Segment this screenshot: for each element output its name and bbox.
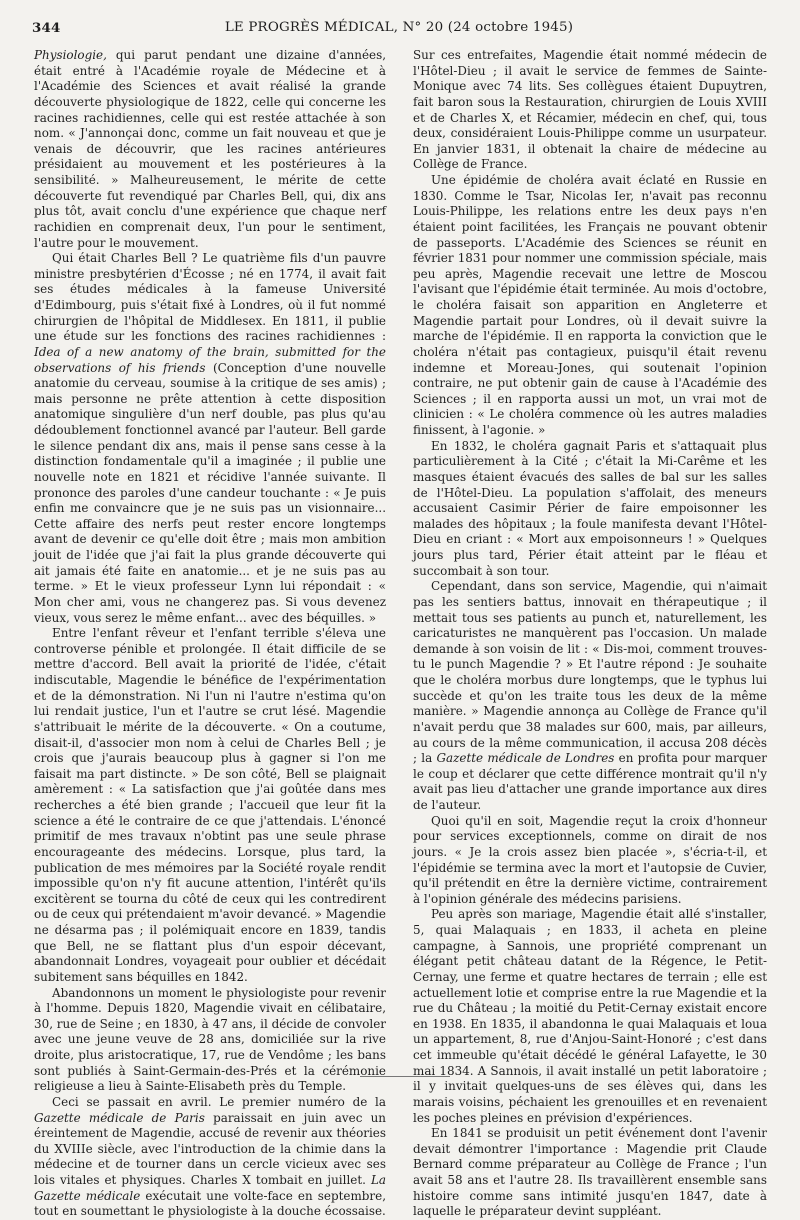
paragraph: Abandonnons un moment le physiologiste pour revenir à l'homme. Depuis 1820, Magendie vivait en célibataire, 30, rue de Seine ; en 1830, à 47 ans, il décide de convoler avec une jeune veuve de 28 ans, domiciliée sur la rive droite, plus aristocratique, 17, rue de Vendôme ; les bans sont publiés à Saint-Germain-des-Prés et la cérémonie religieuse a lieu à Sainte-Elisabeth près du Temple. — [34, 985, 386, 1094]
footer-rule — [360, 1076, 450, 1077]
page-header — [32, 18, 766, 38]
paragraph: En 1841 se produisit un petit événement dont l'avenir devait démontrer l'importance : Magendie prit Claude Bernard comme préparateur au Collège de France ; l'un avait 58 ans et l'autre 28. Ils travaillèrent ensemble sans histoire comme sans intimité jusqu'en 1847, date à laquelle le préparateur devint suppléant. — [413, 1126, 767, 1219]
left-column — [34, 48, 386, 1220]
right-column — [413, 48, 767, 1220]
page-number: 344 — [32, 20, 61, 36]
paragraph: Peu après son mariage, Magendie était allé s'installer, 5, quai Malaquais ; en 1833, il acheta en pleine campagne, à Sannois, une propriété comprenant un élégant petit château datant de la Régence, le Petit-Cernay, une ferme et quatre hectares de terrain ; elle est actuellement lotie et comprise entre la rue Magendie et la rue du Château ; la moitié du Petit-Cernay existait encore en 1938. En 1835, il abandonna le quai Malaquais et loua un appartement, 8, rue d'Anjou-Saint-Honoré ; c'est dans cet immeuble qu'était décédé le général Lafayette, le 30 mai 1834. A Sannois, il avait installé un petit laboratoire ; il y invitait quelques-uns de ses élèves qui, dans les marais voisins, péchaient les grenouilles et en revenaient les poches pleines en prévision d'expériences. — [413, 907, 767, 1125]
paragraph: Qui était Charles Bell ? Le quatrième fils d'un pauvre ministre presbytérien d'Écosse ; né en 1774, il avait fait ses études médicales à la fameuse Université d'Edimbourg, puis s'était fixé à Londres, où il fut nommé chirurgien de l'hôpital de Middlesex. En 1811, il publie une étude sur les fonctions des racines rachidiennes : Idea of a new anatomy of the brain, submitted for the observations of his friends (Conception d'une nouvelle anatomie du cerveau, soumise à la critique de ses amis) ; mais personne ne prête attention à cette disposition anatomique singulière d'un nerf double, pas plus qu'au dédoublement fonctionnel avancé par l'auteur. Bell garde le silence pendant dix ans, mais il pense sans cesse à la distinction fondamentale qu'il a imaginée ; il publie une nouvelle note en 1821 et récidive l'année suivante. Il prononce des paroles d'une candeur touchante : « Je puis enfin me convaincre que je ne suis pas un visionnaire... Cette affaire des nerfs peut rester encore longtemps avant de devenir ce qu'elle doit être ; mais mon ambition jouit de l'idée que j'ai fait la plus grande découverte qui ait jamais été faite en anatomie... et je ne suis pas au terme. » Et le vieux professeur Lynn lui répondait : « Mon cher ami, vous ne changerez pas. Si vous devenez vieux, vous serez le même enfant... avec des béquilles. » — [34, 251, 386, 625]
paragraph: En 1832, le choléra gagnait Paris et s'attaquait plus particulièrement à la Cité ; c'était la Mi-Carême et les masques étaient évacués des salles de bal sur les salles de l'Hôtel-Dieu. La population s'affolait, des meneurs accusaient Casimir Périer de faire empoisonner les malades des hôpitaux ; la foule manifesta devant l'Hôtel-Dieu en criant : « Mort aux empoisonneurs ! » Quelques jours plus tard, Périer était atteint par le fléau et succombait à son tour. — [413, 438, 767, 578]
paragraph: Une épidémie de choléra avait éclaté en Russie en 1830. Comme le Tsar, Nicolas Ier, n'avait pas reconnu Louis-Philippe, les relations entre les deux pays n'en étaient point facilitées, les Français ne pouvant obtenir de passeports. L'Académie des Sciences se réunit en février 1831 pour nommer une commission spéciale, mais peu après, Magendie recevait une lettre de Moscou l'avisant que l'épidémie était terminée. Au mois d'octobre, le choléra faisait son apparition en Angleterre et Magendie partait pour Londres, où il devait suivre la marche de l'épidémie. Il en rapporta la conviction que le choléra n'était pas contagieux, puisqu'il était revenu indemne et Moreau-Jones, qui soutenait l'opinion contraire, ne put obtenir gain de cause à l'Académie des Sciences ; il en rapporta aussi un mot, un vrai mot de clinicien : « Le choléra commence où les autres maladies finissent, à l'agonie. » — [413, 173, 767, 437]
journal-title: LE PROGRÈS MÉDICAL, N° 20 (24 octobre 1945) — [224, 20, 574, 35]
paragraph: Entre l'enfant rêveur et l'enfant terrible s'éleva une controverse pénible et prolongée. Il était difficile de se mettre d'accord. Bell avait la priorité de l'idée, c'était indiscutable, Magendie le bénéfice de l'expérimentation et de la démonstration. Ni l'un ni l'autre n'estima qu'on lui rendait justice, l'un et l'autre se crut lésé. Magendie s'attribuait le mérite de la découverte. « On a coutume, disait-il, d'associer mon nom à celui de Charles Bell ; je crois que j'aurais beaucoup plus à gagner si l'on me faisait ma part distincte. » De son côté, Bell se plaignait amèrement : « La satisfaction que j'ai goûtée dans mes recherches a été bien grande ; l'accueil que leur fit la science a été le contraire de ce que j'attendais. L'énoncé primitif de mes travaux n'obtint pas une seule phrase encourageante des médecins. Lorsque, plus tard, la publication de mes mémoires par la Société royale rendit impossible qu'on n'y fit aucune attention, l'intérêt qu'ils excitèrent se tourna du côté de ceux qui les contredirent ou de ceux qui prétendaient m'avoir devancé. » Magendie ne désarma pas ; il polémiquait encore en 1839, tandis que Bell, ne se flattant plus d'un espoir décevant, abandonnait Londres, voyageait pour oublier et décédait subitement sans béquilles en 1842. — [34, 626, 386, 984]
paragraph: Cependant, dans son service, Magendie, qui n'aimait pas les sentiers battus, innovait en thérapeutique ; il mettait tous ses patients au punch et, naturellement, les caricaturistes ne manquèrent pas l'occasion. Un malade demande à son voisin de lit : « Dis-moi, comment trouves-tu le punch Magendie ? » Et l'autre répond : Je souhaite que le choléra morbus dure longtemps, que le typhus lui succède et qu'on les traite tous les deux de la même manière. » Magendie annonça au Collège de France qu'il n'avait perdu que 38 malades sur 600, mais, par ailleurs, au cours de la même communication, il accusa 208 décès ; la Gazette médicale de Londres en profita pour marquer le coup et déclarer que cette différence montrait qu'il n'y avait pas lieu d'attacher une grande importance aux dires de l'auteur. — [413, 579, 767, 812]
paragraph: Sur ces entrefaites, Magendie était nommé médecin de l'Hôtel-Dieu ; il avait le service de femmes de Sainte-Monique avec 74 lits. Ses collègues étaient Dupuytren, fait baron sous la Restauration, chirurgien de Louis XVIII et de Charles X, et Récamier, médecin en chef, qui, tous deux, considéraient Louis-Philippe comme un usurpateur. En janvier 1831, il obtenait la chaire de médecine au Collège de France. — [413, 48, 767, 172]
paragraph: Ceci se passait en avril. Le premier numéro de la Gazette médicale de Paris paraissait en juin avec un éreintement de Magendie, accusé de revenir aux théories du XVIIIe siècle, avec l'introduction de la chimie dans la médecine et de tourner dans un cercle vicieux avec ses lois vitales et physiques. Charles X tombait en juillet. La Gazette médicale exécutait une volte-face en septembre, tout en soumettant le physiologiste à la douche écossaise. — [34, 1094, 386, 1219]
paragraph: Physiologie, qui parut pendant une dizaine d'années, était entré à l'Académie royale de Médecine et à l'Académie des Sciences et avait réalisé la grande découverte physiologique de 1822, celle qui concerne les racines rachidiennes, celle qui est restée attachée à son nom. « J'annonçai donc, comme un fait nouveau et que je venais de découvrir, que les racines antérieures présidaient au mouvement et les postérieures à la sensibilité. » Malheureusement, le mérite de cette découverte fut revendiqué par Charles Bell, qui, dix ans plus tôt, avait conclu d'une expérience que chaque nerf rachidien en comprenait deux, l'un pour le sentiment, l'autre pour le mouvement. — [34, 48, 386, 250]
paragraph: Quoi qu'il en soit, Magendie reçut la croix d'honneur pour services exceptionnels, comme on dirait de nos jours. « Je la crois assez bien placée », s'écria-t-il, et l'épidémie se termina avec la mort et l'autopsie de Cuvier, qu'il prétendit en être la dernière victime, contrairement à l'opinion générale des médecins parisiens. — [413, 813, 767, 906]
